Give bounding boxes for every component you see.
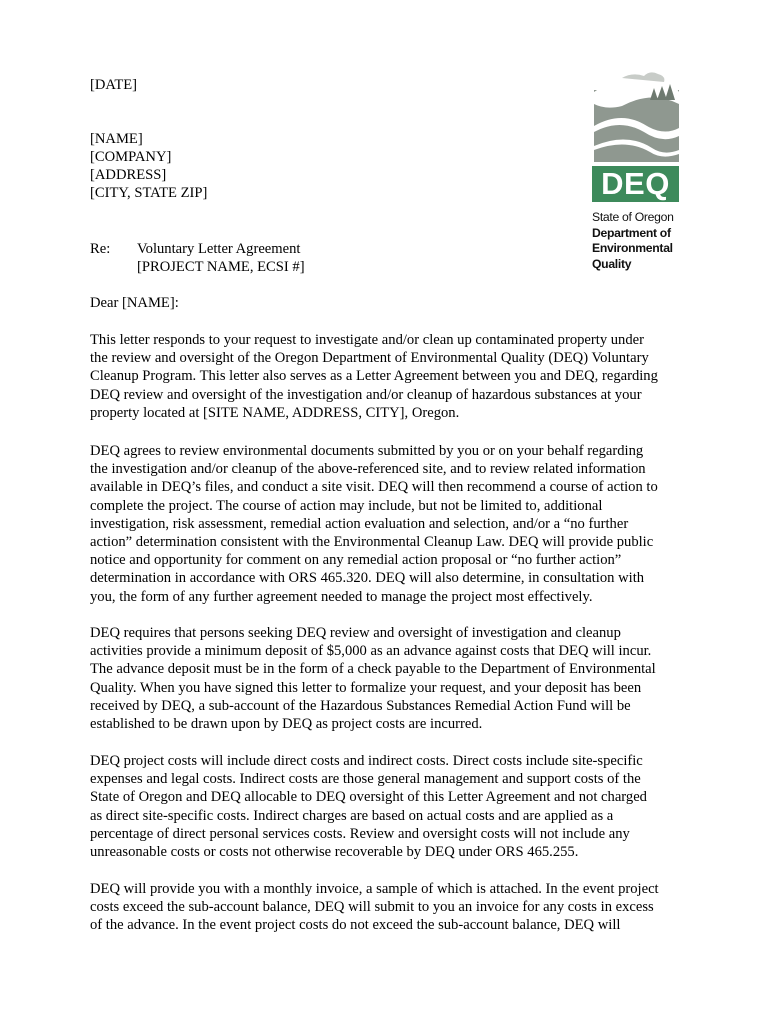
text-line: DEQ requires that persons seeking DEQ review and oversight of investigation and cleanup xyxy=(90,625,621,641)
text-line: complete the project. The course of action may include, but not be limited to, additional xyxy=(90,497,603,514)
text-line: determination in accordance with ORS 465.320. DEQ will also determine, in consultation with xyxy=(90,570,645,587)
recipient-city-state-zip: [CITY, STATE ZIP] xyxy=(90,185,208,201)
text-line: the review and oversight of the Oregon Department of Environmental Quality (DEQ) Voluntary xyxy=(90,350,649,367)
agency-quality: Quality xyxy=(592,256,632,271)
text-line: DEQ project costs will include direct costs and indirect costs. Direct costs include site-specific xyxy=(90,753,643,769)
text-line: Quality. When you have signed this letter to formalize your request, and your deposit has been xyxy=(90,679,642,696)
text-line: This letter responds to your request to investigate and/or clean up contaminated property under xyxy=(90,332,644,348)
text-line: The advance deposit must be in the form of a check payable to the Department of Environmental xyxy=(90,661,656,678)
date-placeholder: [DATE] xyxy=(90,77,138,93)
re-label: Re: xyxy=(90,241,111,257)
paragraph-deposit xyxy=(90,624,690,733)
deq-acronym: DEQ xyxy=(592,166,679,202)
text-line: activities provide a minimum deposit of $5,000 as an advance against costs that DEQ will incur. xyxy=(90,643,652,660)
text-line: costs exceed the sub-account balance, DEQ will submit to you an invoice for any costs in excess xyxy=(90,899,654,916)
paragraph-costs xyxy=(90,752,690,861)
text-line: property located at [SITE NAME, ADDRESS, CITY], Oregon. xyxy=(90,404,460,421)
agency-state: State of Oregon xyxy=(592,210,674,224)
recipient-name: [NAME] xyxy=(90,131,143,147)
agency-environmental: Environmental xyxy=(592,241,673,255)
deq-logo xyxy=(592,70,684,280)
text-line: you, the form of any further agreement needed to manage the project most effectively. xyxy=(90,588,593,605)
text-line: expenses and legal costs. Indirect costs are those general management and support costs of the xyxy=(90,771,641,788)
text-line: percentage of direct personal services costs. Review and oversight costs will not include any xyxy=(90,825,630,842)
text-line: investigation, risk assessment, remedial action evaluation and selection, and/or a “no further xyxy=(90,515,629,532)
text-line: action” determination consistent with the Environmental Cleanup Law. DEQ will provide public xyxy=(90,534,654,551)
landscape-icon xyxy=(592,70,684,164)
paragraph-review xyxy=(90,442,690,606)
text-line: as direct site-specific costs. Indirect charges are based on actual costs and are applied as a xyxy=(90,807,614,824)
text-line: of the advance. In the event project costs do not exceed the sub-account balance, DEQ will xyxy=(90,917,621,934)
re-project: [PROJECT NAME, ECSI #] xyxy=(137,259,305,275)
recipient-company: [COMPANY] xyxy=(90,149,172,165)
text-line: the investigation and/or cleanup of the above-referenced site, and to review related information xyxy=(90,461,646,478)
text-line: received by DEQ, a sub-account of the Hazardous Substances Remedial Action Fund will be xyxy=(90,697,631,714)
paragraph-intro xyxy=(90,331,690,422)
text-line: DEQ review and oversight of the investigation and/or cleanup of hazardous substances at your xyxy=(90,386,642,403)
text-line: State of Oregon and DEQ allocable to DEQ oversight of this Letter Agreement and not charged xyxy=(90,789,647,806)
text-line: unreasonable costs or costs not otherwise recoverable by DEQ under ORS 465.255. xyxy=(90,844,579,861)
paragraph-invoice xyxy=(90,880,690,935)
text-line: DEQ will provide you with a monthly invoice, a sample of which is attached. In the event project xyxy=(90,881,659,897)
re-subject: Voluntary Letter Agreement xyxy=(137,241,301,257)
text-line: Cleanup Program. This letter also serves as a Letter Agreement between you and DEQ, regarding xyxy=(90,368,658,385)
text-line: notice and opportunity for comment on any remedial action proposal or “no further action” xyxy=(90,552,622,569)
recipient-address: [ADDRESS] xyxy=(90,167,167,183)
text-line: established to be drawn upon by DEQ as project costs are incurred. xyxy=(90,716,483,733)
text-line: available in DEQ’s files, and conduct a site visit. DEQ will then recommend a course of action to xyxy=(90,479,658,496)
agency-department: Department of xyxy=(592,225,671,240)
text-line: DEQ agrees to review environmental documents submitted by you or on your behalf regarding xyxy=(90,443,644,459)
salutation: Dear [NAME]: xyxy=(90,295,179,311)
agency-name xyxy=(592,210,674,272)
